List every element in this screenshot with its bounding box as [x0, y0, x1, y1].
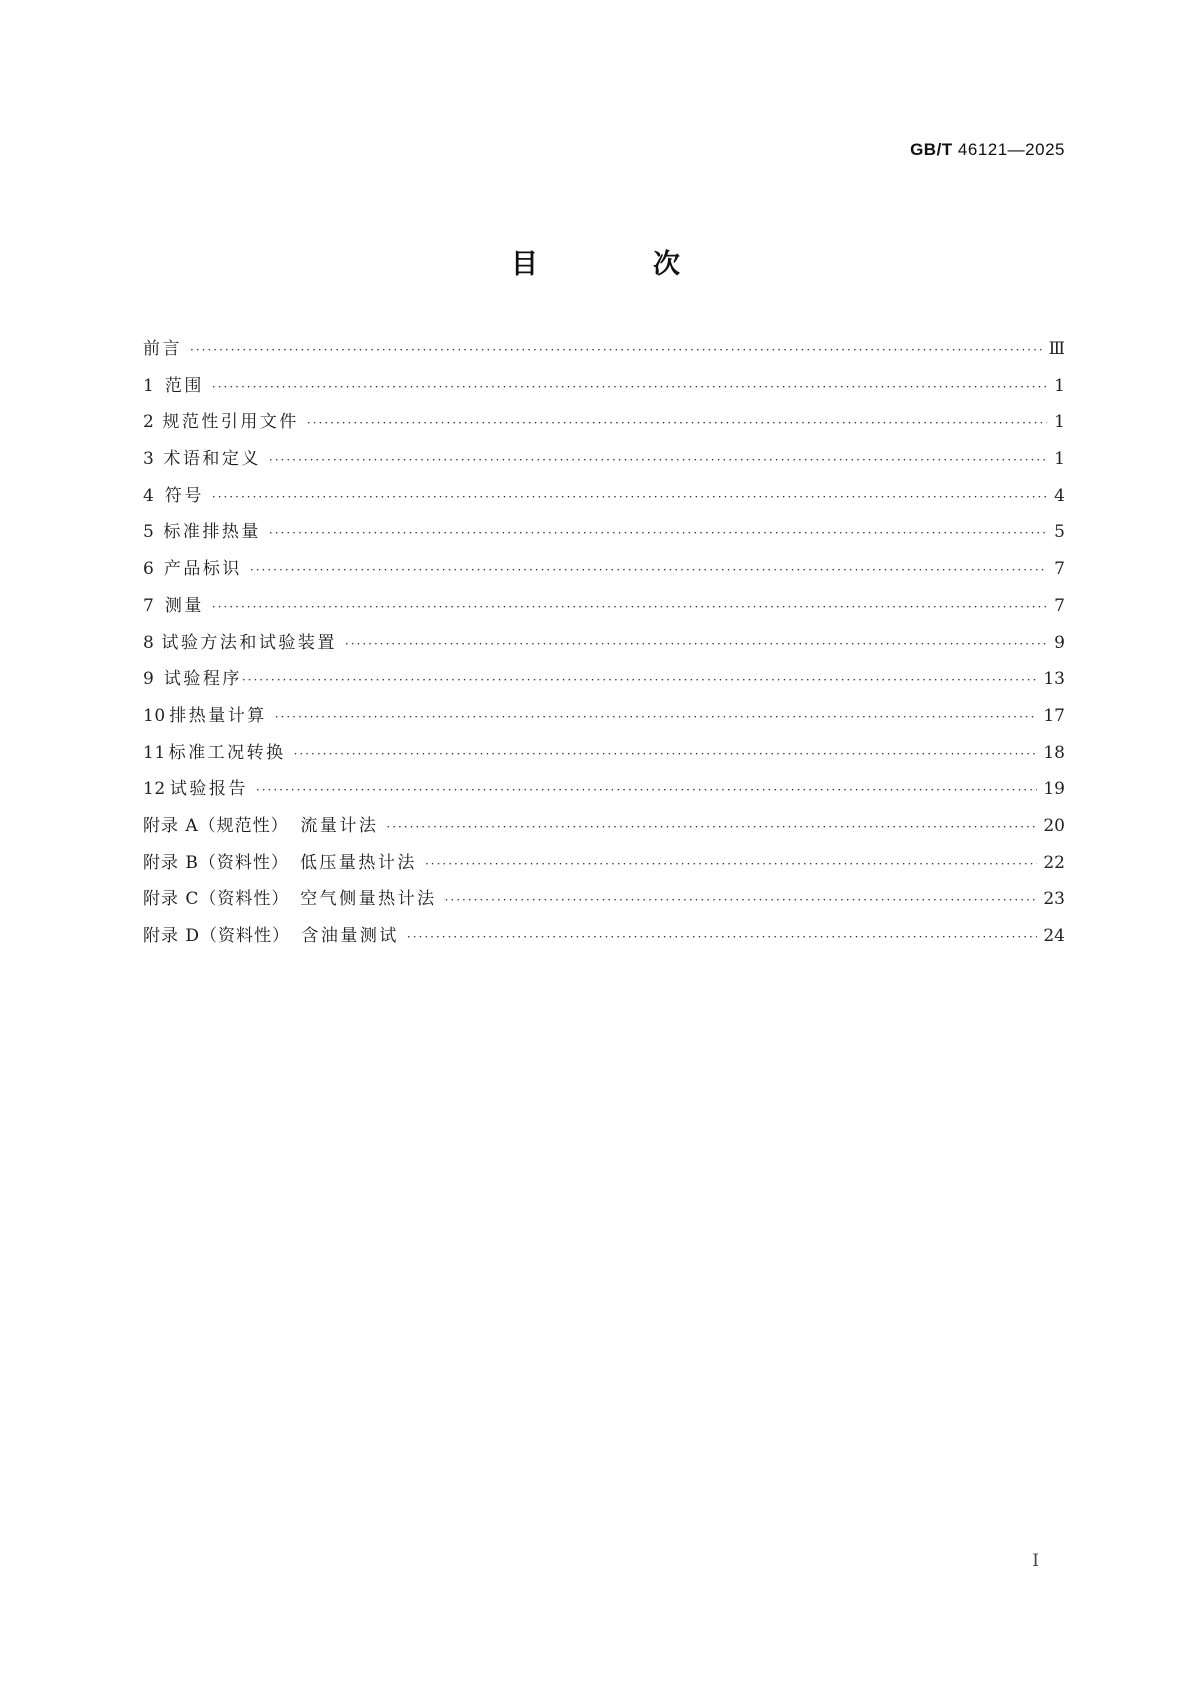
toc-entry-8[interactable]: [143, 631, 1065, 668]
toc-entry-number: 3: [143, 449, 155, 470]
toc-entry-label: 规范性引用文件: [162, 412, 299, 433]
toc-entry-page: 22: [1043, 852, 1065, 873]
toc-entry-label: 产品标识: [163, 559, 242, 580]
toc-dot-leader: [269, 448, 1047, 472]
toc-entry-9[interactable]: [143, 667, 1065, 704]
document-code: [910, 140, 1065, 160]
toc-entry-6[interactable]: [143, 557, 1065, 594]
toc-dot-leader: [190, 338, 1043, 362]
toc-entry-5[interactable]: [143, 520, 1065, 557]
toc-entry-appendix-b[interactable]: [143, 851, 1065, 888]
toc-entry-label: 试验方法和试验装置: [161, 632, 337, 653]
toc-dot-leader: [445, 888, 1038, 912]
document-code-number: 46121—2025: [957, 140, 1065, 159]
toc-entry-page: 1: [1054, 412, 1065, 433]
toc-entry-3[interactable]: [143, 447, 1065, 484]
toc-entry-appendix: 附录 C（资料性）: [143, 889, 290, 910]
toc-dot-leader: [345, 632, 1047, 656]
toc-entry-12[interactable]: [143, 777, 1065, 814]
toc-entry-10[interactable]: [143, 704, 1065, 741]
toc-entry-number: 12: [143, 779, 166, 800]
toc-dot-leader: [212, 595, 1047, 619]
toc-entry-7[interactable]: [143, 594, 1065, 631]
toc-entry-page: 9: [1054, 632, 1065, 653]
toc-entry-number: 7: [143, 595, 155, 616]
toc-entry-page: 1: [1054, 375, 1065, 396]
toc-dot-leader: [275, 705, 1038, 729]
toc-entry-appendix-c[interactable]: [143, 887, 1065, 924]
toc-entry-number: 2: [143, 412, 155, 433]
toc-entry-number: 5: [143, 522, 155, 543]
toc-entry-label: 标准排热量: [163, 522, 261, 543]
toc-dot-leader: [407, 925, 1037, 949]
toc-entry-appendix-a[interactable]: [143, 814, 1065, 851]
toc-entry-page: 13: [1043, 669, 1065, 690]
toc-entry-2[interactable]: [143, 410, 1065, 447]
toc-entry-number: 9: [143, 669, 155, 690]
page-number: Ⅰ: [1032, 1551, 1039, 1571]
toc-entry-page: 18: [1043, 742, 1065, 763]
toc-entry-page: 1: [1054, 449, 1065, 470]
toc-entry-page: 23: [1043, 889, 1065, 910]
toc-entry-label: 标准工况转换: [168, 742, 286, 763]
toc-dot-leader: [212, 485, 1047, 509]
toc-dot-leader: [269, 521, 1047, 545]
toc-entry-page: 17: [1043, 705, 1065, 726]
toc-entry-label: 测量: [164, 595, 204, 616]
toc-entry-page: 20: [1043, 815, 1065, 836]
toc-entry-label: 流量计法: [300, 815, 379, 836]
toc-entry-page: 7: [1054, 595, 1065, 616]
toc-entry-number: 8: [143, 632, 155, 653]
toc-dot-leader: [250, 558, 1047, 582]
toc-entry-appendix: 附录 A（规范性）: [143, 815, 289, 836]
toc-entry-page: 5: [1054, 522, 1065, 543]
toc-entry-label: 含油量测试: [301, 926, 399, 946]
toc-entry-page: 7: [1054, 559, 1065, 580]
toc-entry-label: 符号: [164, 485, 204, 506]
toc-dot-leader: [386, 815, 1037, 839]
toc-entry-label: 低压量热计法: [299, 852, 417, 873]
toc-entry-appendix: 附录 D（资料性）: [143, 926, 291, 946]
toc-entry-number: 11: [143, 742, 166, 763]
toc-dot-leader: [212, 375, 1047, 399]
toc-entry-label: 范围: [164, 375, 204, 396]
toc-entry-label: 术语和定义: [163, 449, 261, 470]
toc-entry-label: 空气侧量热计法: [300, 889, 437, 910]
toc-title: 目 次: [511, 249, 724, 280]
toc-dot-leader: [307, 411, 1047, 435]
toc-entry-number: 4: [143, 485, 155, 506]
toc-entry-4[interactable]: [143, 484, 1065, 521]
table-of-contents: [143, 337, 1065, 961]
toc-entry-page: 24: [1043, 926, 1065, 946]
toc-entry-appendix: 附录 B（资料性）: [143, 852, 289, 873]
toc-entry-11[interactable]: [143, 741, 1065, 778]
toc-entry-number: 1: [143, 375, 155, 396]
toc-dot-leader: [294, 742, 1038, 766]
toc-dot-leader: [425, 852, 1037, 876]
document-code-prefix: GB/T: [910, 140, 953, 159]
toc-entry-appendix-d[interactable]: [143, 924, 1065, 961]
toc-dot-leader: [242, 668, 1038, 692]
toc-entry-label: 排热量计算: [169, 705, 267, 726]
toc-entry-label: 前言: [143, 339, 182, 359]
toc-entry-page: 4: [1054, 485, 1065, 506]
toc-entry-number: 10: [143, 705, 166, 726]
toc-entry-page: Ⅲ: [1048, 339, 1065, 359]
toc-entry-page: 19: [1043, 779, 1065, 800]
toc-entry-label: 试验报告: [169, 779, 248, 800]
toc-entry-1[interactable]: [143, 374, 1065, 411]
toc-entry-label: 试验程序: [163, 669, 242, 690]
toc-entry-foreword[interactable]: [143, 337, 1065, 374]
toc-entry-number: 6: [143, 559, 155, 580]
toc-dot-leader: [256, 778, 1037, 802]
